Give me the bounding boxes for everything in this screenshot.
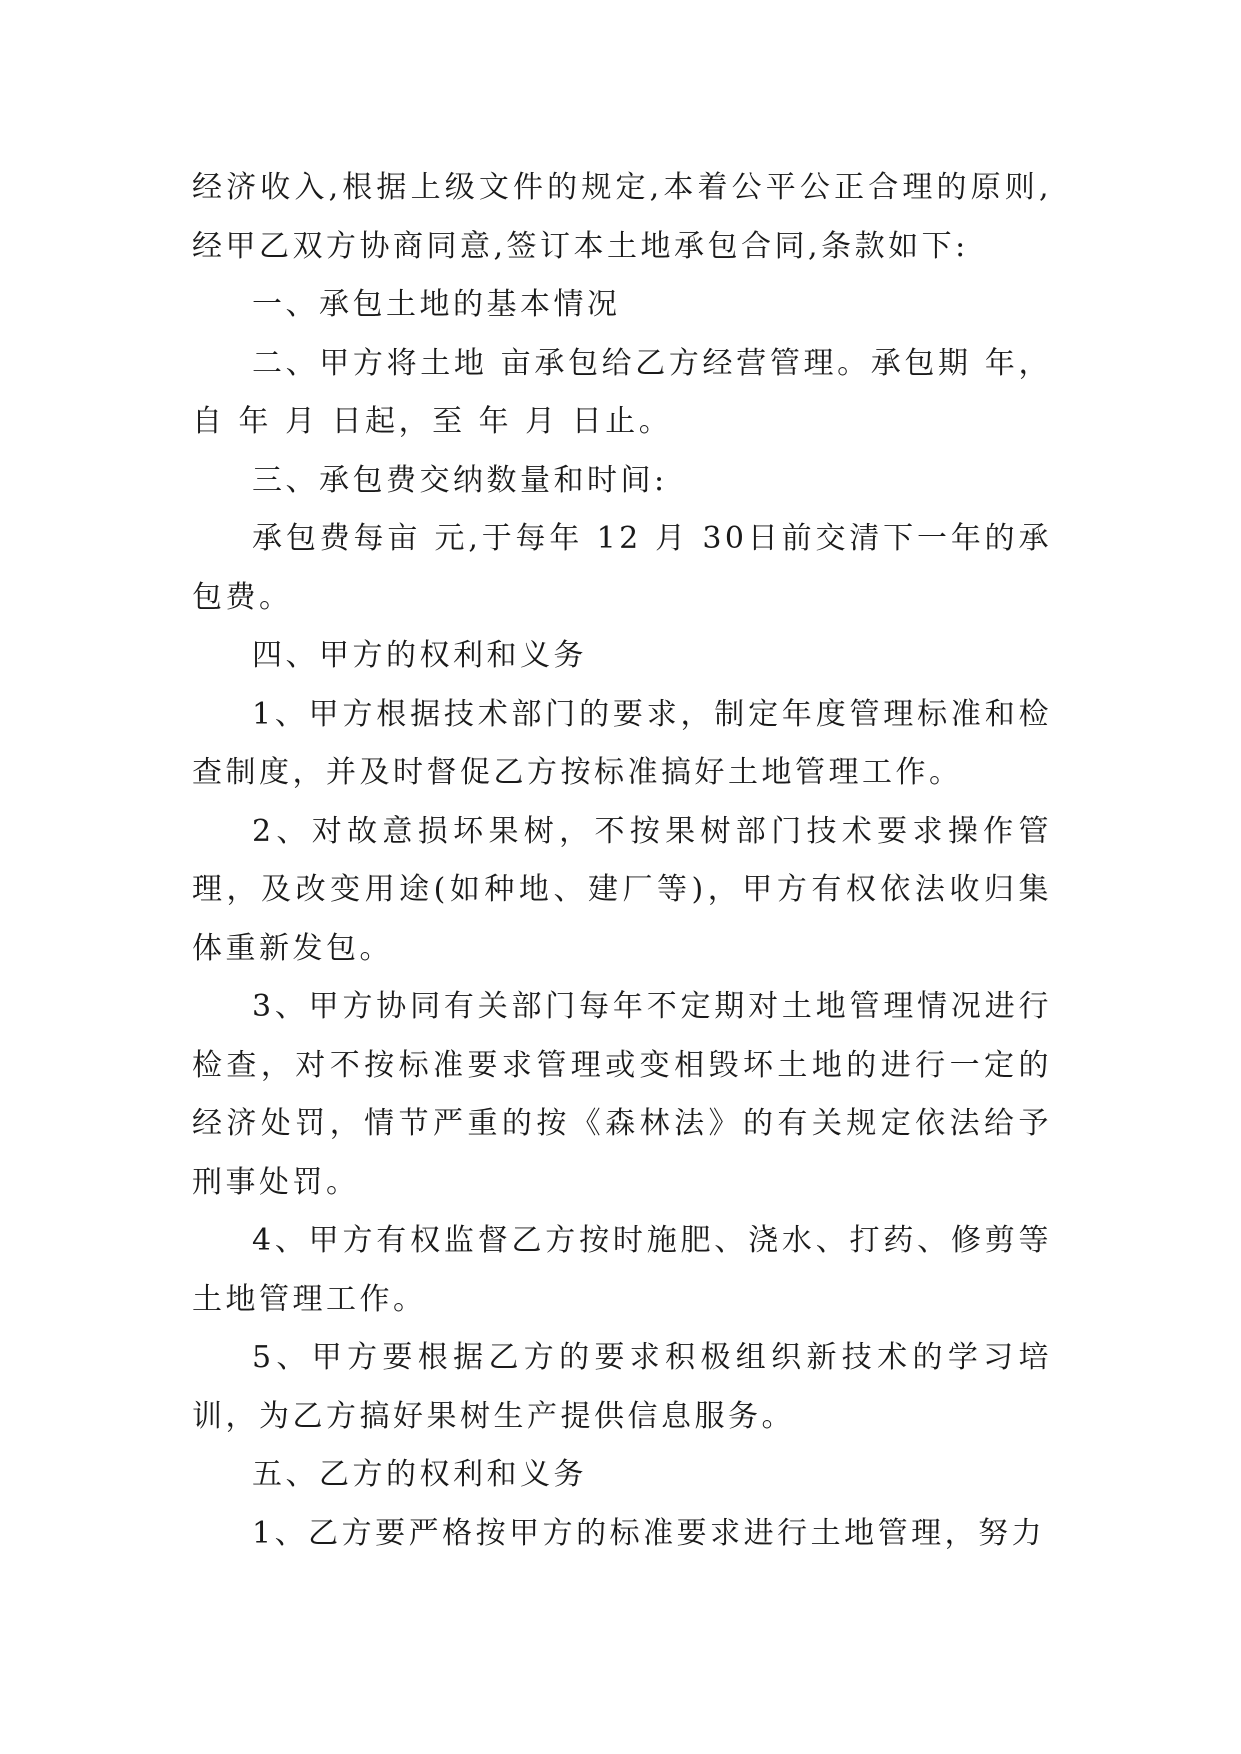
section-heading-3: 三、承包费交纳数量和时间: bbox=[252, 462, 668, 498]
clause-4-3: 3、甲方协同有关部门每年不定期对土地管理情况进行检查，对不按标准要求管理或变相毁坏土地的进行一定的经济处罚，情节严重的按《森林法》的有关规定依法给予刑事处罚。 bbox=[192, 989, 1052, 1200]
document-body bbox=[192, 159, 1052, 1563]
clause-4-2: 2、对故意损坏果树，不按果树部门技术要求操作管理，及改变用途(如种地、建厂等)，甲方有权依法收归集体重新发包。 bbox=[192, 813, 1052, 966]
clause-4-1: 1、甲方根据技术部门的要求，制定年度管理标准和检查制度，并及时督促乙方按标准搞好土地管理工作。 bbox=[192, 696, 1052, 790]
paragraph-fee: 承包费每亩 元,于每年 12 月 30日前交清下一年的承包费。 bbox=[192, 521, 1052, 615]
section-heading-2: 二、甲方将土地 亩承包给乙方经营管理。承包期 年，自 年 月 日起，至 年 月 日止。 bbox=[192, 345, 1052, 439]
clause-5-1: 1、乙方要严格按甲方的标准要求进行土地管理，努力 bbox=[252, 1515, 1046, 1551]
clause-4-4: 4、甲方有权监督乙方按时施肥、浇水、打药、修剪等土地管理工作。 bbox=[192, 1223, 1052, 1317]
section-heading-5: 五、乙方的权利和义务 bbox=[252, 1457, 587, 1492]
section-heading-1: 一、承包土地的基本情况 bbox=[252, 287, 621, 322]
paragraph-intro-continued: 经济收入,根据上级文件的规定,本着公平公正合理的原则,经甲乙双方协商同意,签订本土地承包合同,条款如下: bbox=[192, 170, 1052, 264]
section-heading-4: 四、甲方的权利和义务 bbox=[252, 638, 587, 673]
clause-4-5: 5、甲方要根据乙方的要求积极组织新技术的学习培训，为乙方搞好果树生产提供信息服务。 bbox=[192, 1340, 1052, 1434]
